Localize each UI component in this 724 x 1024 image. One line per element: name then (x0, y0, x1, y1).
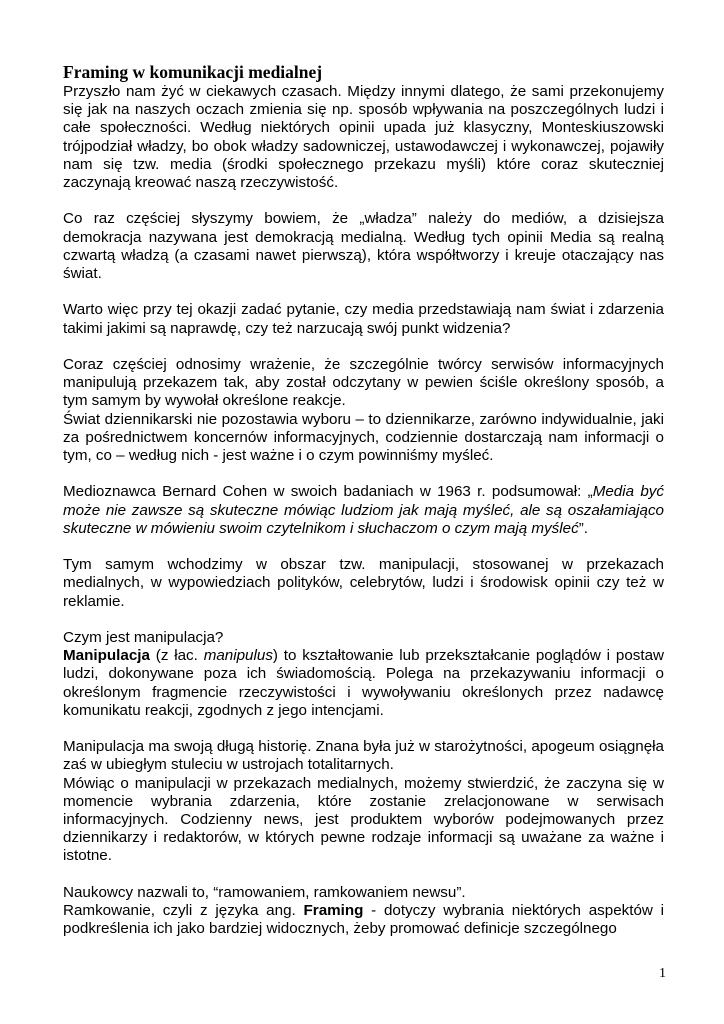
paragraph-manipulation-history: Manipulacja ma swoją długą historię. Znana była już w starożytności, apogeum osiągnęła zaś w ubiegłym stuleciu w ustrojach totalitarnych. (63, 738, 664, 774)
document-page (63, 62, 664, 938)
page-number: 1 (659, 966, 666, 981)
document-title: Framing w komunikacji medialnej (63, 62, 323, 82)
term-framing: Framing (303, 902, 364, 920)
definition-text-b: ) to kształtowanie lub przekształcanie poglądów i postaw ludzi, dokonywane poza ich świadomością. Polega na przekazywaniu informacji o określonym fragmencie rzeczywistości i wywoływaniu określonych przez nadawcę komunikatu reakcji, zgodnych z jego intencjami. (63, 647, 664, 719)
paragraph-question: Warto więc przy tej okazji zadać pytanie, czy media przedstawiają nam świat i zdarzenia takimi jakimi są naprawdę, czy też narzucają swój punkt widzenia? (63, 301, 664, 337)
framing-text-b: - dotyczy wybrania niektórych aspektów i podkreślenia ich jako bardziej widocznych, żeby promować definicje szczególnego (63, 902, 664, 938)
paragraph-cohen-quote (63, 483, 664, 538)
cohen-quote-end: ”. (578, 519, 588, 537)
paragraph-manipulation-impression: Coraz częściej odnosimy wrażenie, że szczególnie twórcy serwisów informacyjnych manipulują przekazem tak, aby został odczytany w pewien ściśle określony sposób, a tym samym by wywołał określone reakcje. (63, 356, 664, 410)
framing-text-a: Ramkowanie, czyli z języka ang. (63, 902, 304, 920)
paragraph-framing-definition (63, 902, 664, 938)
paragraph-manipulation-definition (63, 647, 664, 720)
paragraph-manipulation-area: Tym samym wchodzimy w obszar tzw. manipulacji, stosowanej w przekazach medialnych, w wypowiedziach polityków, celebrytów, ludzi i środowisk opinii czy też w reklamie. (63, 556, 664, 610)
paragraph-intro: Przyszło nam żyć w ciekawych czasach. Między innymi dlatego, że sami przekonujemy się jak na naszych oczach zmienia się np. sposób wpływania na poszczególnych ludzi i całe społeczności. Według niektórych opinii upada już klasyczny, Monteskiuszowski trójpodział władzy, bo obok władzy sadowniczej, ustawodawczej i wykonawczej, pojawiły nam się tzw. media (środki społecznego przekazu myśli) które coraz skuteczniej zaczynają kreować naszą rzeczywistość. (63, 83, 664, 192)
definition-text-a: (z łac. (149, 647, 204, 665)
cohen-quote-text: Media być może nie zawsze są skuteczne mówiąc ludziom jak mają myśleć, ale są oszałamiająco skuteczne w mówieniu swoim czytelnikom i słuchaczom o czym mają myśleć (63, 483, 664, 537)
paragraph-manipulation-question: Czym jest manipulacja? (63, 629, 224, 646)
term-manipulacja: Manipulacja (63, 647, 150, 665)
paragraph-journalism-world: Świat dziennikarski nie pozostawia wyboru – to dziennikarze, zarówno indywidualnie, jaki za pośrednictwem koncernów informacyjnych, codziennie dostarczają nam informacji o tym, co – według nich - jest ważne i o czym powinniśmy myśleć. (63, 410, 664, 465)
paragraph-framing-name: Naukowcy nazwali to, “ramowaniem, ramkowaniem newsu”. (63, 883, 466, 901)
paragraph-media-manipulation: Mówiąc o manipulacji w przekazach medialnych, możemy stwierdzić, że zaczyna się w momencie wybrania zdarzenia, które zostanie zrelacjonowane w serwisach informacyjnych. Codzienny news, jest produktem wyborów podejmowanych przez dziennikarzy i redaktorów, w których pewne rodzaje informacji są uważane za ważne i istotne. (63, 774, 664, 865)
term-manipulus: manipulus (203, 647, 273, 665)
cohen-intro: Medioznawca Bernard Cohen w swoich badaniach w 1963 r. podsumował: „ (63, 483, 593, 501)
paragraph-media-power: Co raz częściej słyszymy bowiem, że „władza” należy do mediów, a dzisiejsza demokracja nazywana jest demokracją medialną. Według tych opinii Media są realną czwartą władzą (a czasami nawet pierwszą), która współtworzy i kreuje otaczający nas świat. (63, 210, 664, 283)
